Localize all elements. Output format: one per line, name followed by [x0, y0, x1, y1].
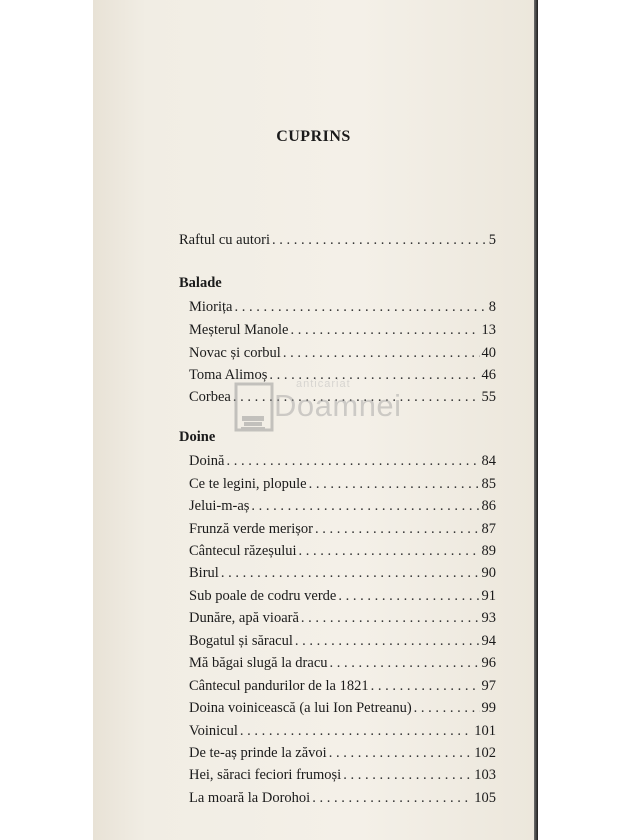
toc-entry [189, 562, 496, 584]
toc-entry-label: Cântecul răzeșului [189, 543, 297, 559]
toc-leader-dots [330, 652, 480, 674]
toc-entry [189, 296, 496, 318]
toc-page-number: 93 [481, 610, 496, 626]
toc-leader-dots [301, 607, 480, 629]
toc-leader-dots [315, 518, 479, 540]
toc-entry-label: Hei, săraci feciori frumoși [189, 767, 342, 783]
toc-leader-dots [343, 764, 472, 786]
toc-entry-label: La moară la Dorohoi [189, 790, 311, 806]
toc-page-number: 8 [488, 299, 496, 315]
toc-page-number: 87 [481, 521, 496, 537]
toc-leader-dots [233, 386, 480, 408]
toc-entry [189, 697, 496, 719]
watermark-subtext: anticariat [296, 378, 351, 390]
toc-page-number: 40 [481, 345, 496, 361]
toc-page-number: 101 [474, 723, 496, 739]
toc-entry-label: Ce te legini, plopule [189, 476, 307, 492]
toc-entry-label: Frunză verde merișor [189, 521, 314, 537]
toc-page-number: 55 [481, 389, 496, 405]
toc-entry-label: Raftul cu autori [179, 232, 271, 248]
toc-page-number: 102 [474, 745, 496, 761]
toc-entry-intro [179, 229, 496, 251]
toc-leader-dots [371, 675, 480, 697]
toc-leader-dots [240, 720, 472, 742]
toc-page-number: 97 [481, 678, 496, 694]
toc-page-number: 91 [481, 588, 496, 604]
toc-entry-label: Voinicul [189, 723, 238, 739]
toc-entry [189, 386, 496, 408]
toc-entry [189, 764, 496, 786]
toc-entry-label: Dunăre, apă vioară [189, 610, 299, 626]
background-right [532, 0, 630, 840]
toc-entry [189, 630, 496, 652]
toc-page-number: 89 [481, 543, 496, 559]
toc-entry [189, 787, 496, 809]
toc-leader-dots [329, 742, 473, 764]
toc-leader-dots [338, 585, 479, 607]
toc-entry [189, 364, 496, 386]
toc-page-number: 90 [481, 565, 496, 581]
toc-page-number: 103 [474, 767, 496, 783]
toc-leader-dots [309, 473, 480, 495]
toc-entry-label: Sub poale de codru verde [189, 588, 337, 604]
toc-entry-label: Birul [189, 565, 219, 581]
toc-entry-label: Novac și corbul [189, 345, 281, 361]
toc-page-number: 85 [481, 476, 496, 492]
toc-entry-label: Meșterul Manole [189, 322, 289, 338]
toc-entry-label: Doină [189, 453, 225, 469]
toc-entry-label: Cântecul pandurilor de la 1821 [189, 678, 369, 694]
watermark-text: Doamnei [274, 388, 402, 423]
toc-entry [189, 585, 496, 607]
toc-entry-label: Toma Alimoș [189, 367, 268, 383]
toc-leader-dots [221, 562, 480, 584]
toc-leader-dots [299, 540, 480, 562]
toc-entry [189, 607, 496, 629]
toc-leader-dots [312, 787, 472, 809]
toc-leader-dots [226, 450, 479, 472]
toc-page-number: 84 [481, 453, 496, 469]
toc-page-number: 86 [481, 498, 496, 514]
toc-leader-dots [272, 229, 487, 251]
section-heading-doine: Doine [179, 429, 216, 445]
toc-leader-dots [295, 630, 480, 652]
book-spine-edge [534, 0, 538, 840]
book-page [93, 0, 534, 840]
toc-entry-label: Doina voinicească (a lui Ion Petreanu) [189, 700, 412, 716]
background-left [0, 0, 93, 840]
toc-entry-label: Jelui-m-aș [189, 498, 250, 514]
toc-page-number: 99 [481, 700, 496, 716]
toc-entry-label: De te-aș prinde la zăvoi [189, 745, 327, 761]
toc-entry-label: Corbea [189, 389, 231, 405]
toc-page-number: 105 [474, 790, 496, 806]
toc-entry [189, 652, 496, 674]
toc-entry [189, 742, 496, 764]
toc-page-number: 94 [481, 633, 496, 649]
toc-leader-dots [235, 296, 487, 318]
toc-entry-label: Mă băgai slugă la dracu [189, 655, 328, 671]
toc-entry [189, 518, 496, 540]
toc-page-number: 5 [488, 232, 496, 248]
toc-entry [189, 495, 496, 517]
toc-leader-dots [269, 364, 479, 386]
contents-title: CUPRINS [276, 128, 351, 145]
section-heading-balade: Balade [179, 275, 222, 291]
toc-entry [189, 720, 496, 742]
toc-leader-dots [283, 342, 480, 364]
toc-entry [189, 319, 496, 341]
toc-entry [189, 450, 496, 472]
toc-leader-dots [414, 697, 480, 719]
toc-entry-label: Bogatul și săracul [189, 633, 293, 649]
toc-page-number: 96 [481, 655, 496, 671]
toc-entry-label: Miorița [189, 299, 233, 315]
toc-page-number: 46 [481, 367, 496, 383]
toc-entry [189, 342, 496, 364]
toc-leader-dots [290, 319, 479, 341]
toc-page-number: 13 [481, 322, 496, 338]
toc-entry [189, 540, 496, 562]
toc-entry [189, 473, 496, 495]
toc-leader-dots [251, 495, 479, 517]
toc-entry [189, 675, 496, 697]
